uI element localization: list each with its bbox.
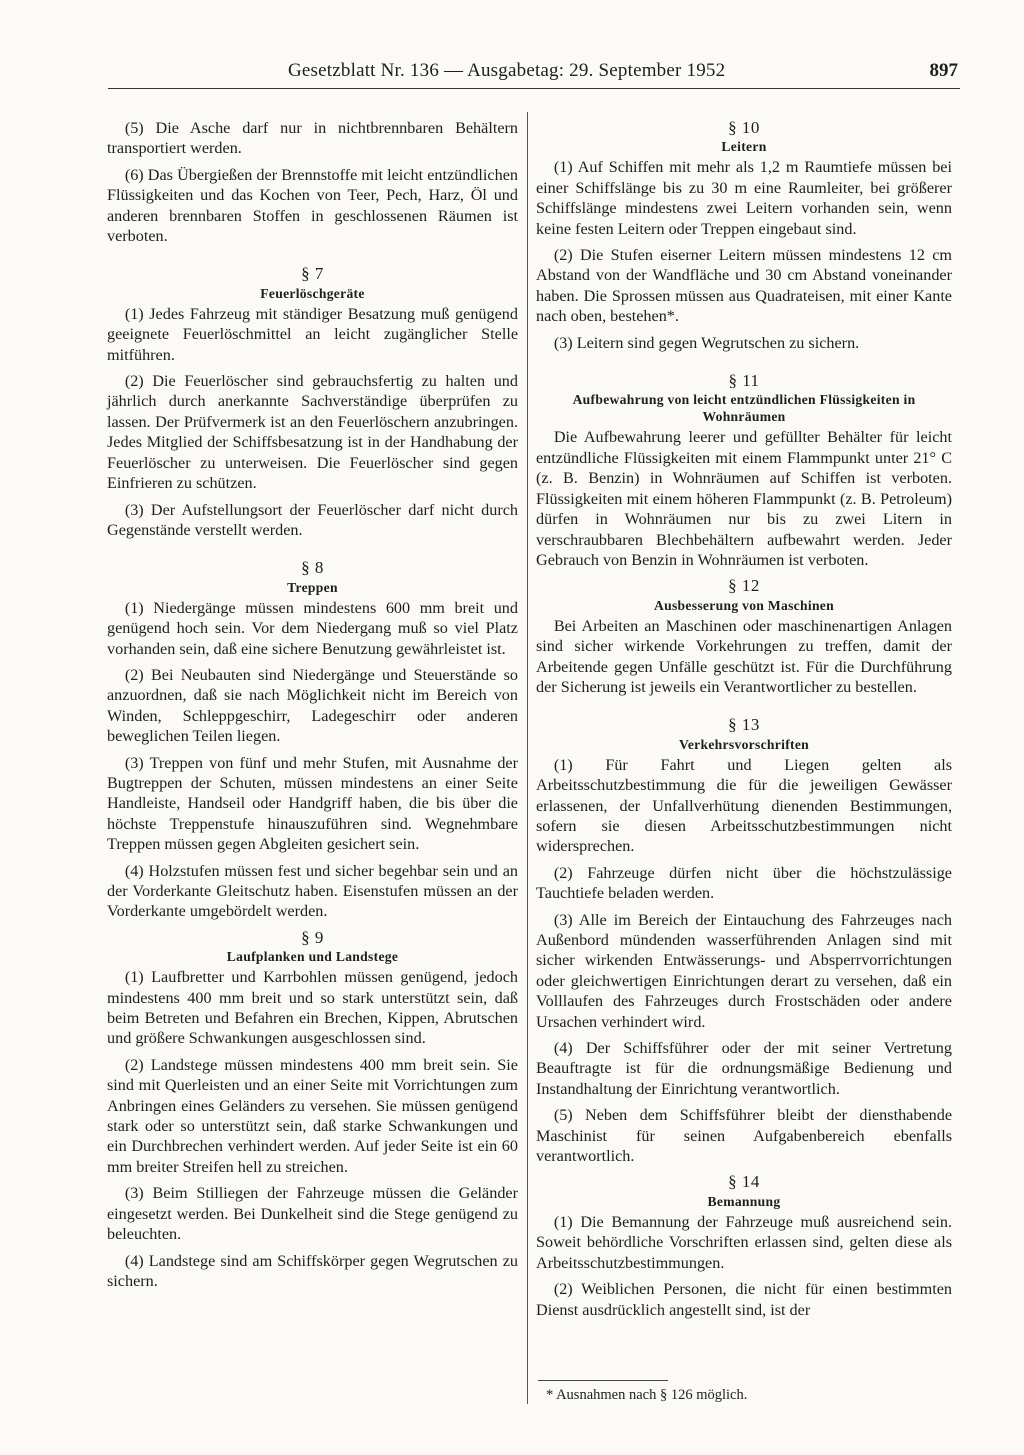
section-title: Laufplanken und Landstege: [226, 949, 399, 965]
paragraph: (4) Der Schiffsführer oder der mit seiner Vertretung Beauftragte ist für die ordnungsmäßige Bedienung und Instandhaltung der Einrichtung verantwortlich.: [536, 1039, 952, 1098]
paragraph: (2) Die Stufen eiserner Leitern müssen mindestens 12 cm Abstand von der Wandfläche und 30 cm Abstand voneinander haben. Die Sprossen müssen aus Quadrateisen, mit einer Kante nach oben, bestehen*.: [536, 246, 952, 326]
paragraph: (5) Neben dem Schiffsführer bleibt der diensthabende Maschinist für seinen Aufgabenbereich ebenfalls verantwortlich.: [536, 1106, 952, 1166]
header-title: Gesetzblatt Nr. 136 — Ausgabetag: 29. September 1952: [288, 60, 726, 81]
page-header: [108, 60, 960, 89]
section-title: Verkehrsvorschriften: [678, 736, 810, 752]
paragraph: (3) Leitern sind gegen Wegrutschen zu sichern.: [553, 333, 860, 352]
paragraph: (2) Die Feuerlöscher sind gebrauchsfertig zu halten und jährlich durch anerkannte Sachverständige überprüfen zu lassen. Der Prüfvermerk ist an den Feuerlöschern anzubringen. Jedes Mitglied der Schiffsbesatzung ist in der Handhabung der Feuerlöscher zu unterweisen. Die Feuerlöscher sind gegen Einfrieren zu schützen.: [107, 372, 518, 493]
paragraph: (1) Jedes Fahrzeug mit ständiger Besatzung muß genügend geeignete Feuerlöschmittel an leicht zugänglicher Stelle mitführen.: [107, 304, 518, 364]
section-number: § 12: [728, 576, 760, 596]
section-number: § 9: [301, 927, 324, 947]
footnote: * Ausnahmen nach § 126 möglich.: [546, 1387, 748, 1403]
paragraph: Die Aufbewahrung leerer und gefüllter Behälter für leicht entzündliche Flüssigkeiten mit einem Flammpunkt unter 21° C (z. B. Benzin) in Wohnräumen auf Schiffen ist verboten. Flüssigkeiten mit einem höheren Flammpunkt (z. B. Petroleum) dürfen in Wohnräumen nur bis zu zwei Litern in verschraubbaren Blechbehältern aufbewahrt werden. Jeder Gebrauch von Benzin in Wohnräumen ist verboten.: [536, 428, 952, 569]
paragraph: (1) Die Bemannung der Fahrzeuge muß ausreichend sein. Soweit behördliche Vorschriften erlassen sind, gelten diese als Arbeitsschutzbestimmungen.: [536, 1212, 952, 1272]
paragraph: (1) Für Fahrt und Liegen gelten als Arbeitsschutzbestimmung die für die jeweiligen Gewässer erlassenen, der Unfallverhütung dienenden Bestimmungen, sofern sie diesen Arbeitsschutzbestimmungen nicht widersprechen.: [536, 755, 952, 856]
paragraph: (5) Die Asche darf nur in nichtbrennbaren Behältern transportiert werden.: [107, 119, 518, 158]
paragraph: (3) Treppen von fünf und mehr Stufen, mit Ausnahme der Bugtreppen der Schuten, müssen mindestens an einer Seite Handleiste, Handseil oder Handgriff haben, die bis über die höchste Treppenstufe hinauszuführen sind. Wegnehmbare Treppen müssen gegen Abgleiten gesichert sein.: [107, 753, 518, 854]
column-divider: [527, 112, 528, 1404]
section-title: Leitern: [721, 139, 767, 155]
section-number: § 7: [301, 264, 324, 284]
paragraph: (1) Laufbretter und Karrbohlen müssen genügend, jedoch mindestens 400 mm breit und so stark unterstützt sein, daß beim Betreten und Befahren ein Brechen, Kippen, Abrutschen und größere Schwankungen ausgeschlossen sind.: [107, 968, 518, 1048]
paragraph: (3) Beim Stilliegen der Fahrzeuge müssen die Geländer eingesetzt werden. Bei Dunkelheit sind die Stege genügend zu beleuchten.: [107, 1184, 518, 1244]
section-title: Bemannung: [707, 1193, 781, 1209]
paragraph: (2) Fahrzeuge dürfen nicht über die höchstzulässige Tauchtiefe beladen werden.: [536, 863, 952, 903]
section-title: Treppen: [287, 579, 338, 595]
paragraph: (4) Holzstufen müssen fest und sicher begehbar sein und an der Vorderkante Gleitschutz haben. Eisenstufen müssen an der Vorderkante umgebördelt werden.: [107, 861, 518, 921]
section-number: § 11: [728, 371, 760, 391]
paragraph: (6) Das Übergießen der Brennstoffe mit leicht entzündlichen Flüssigkeiten und das Kochen von Teer, Pech, Harz, Öl und anderen brennbaren Stoffen in geschlossenen Räumen ist verboten.: [107, 165, 518, 246]
section-title: Aufbewahrung von leicht entzündlichen Flüssigkeiten in Wohnräumen: [572, 392, 916, 425]
page-number: 897: [929, 60, 958, 81]
paragraph: (3) Der Aufstellungsort der Feuerlöscher darf nicht durch Gegenstände verstellt werden.: [107, 500, 518, 539]
paragraph: Bei Arbeiten an Maschinen oder maschinenartigen Anlagen sind sicher wirkende Vorkehrungen zu treffen, damit der Arbeitende gegen Unfälle geschützt ist. Für die Durchführung der Sicherung ist jeweils ein Verantwortlicher zu bestellen.: [536, 616, 952, 696]
right-column: [536, 118, 952, 1326]
left-column: [107, 118, 518, 1297]
section-number: § 14: [728, 1172, 760, 1192]
footnote-rule: [538, 1380, 668, 1381]
section-title: Ausbesserung von Maschinen: [653, 597, 835, 613]
paragraph: (3) Alle im Bereich der Eintauchung des Fahrzeuges nach Außenbord mündenden wasserführenden Anlagen sind mit sicher wirkenden Entwässerungs- und Absperrvorrichtungen oder gleichwertigen Einrichtungen derart zu versehen, daß ein Volllaufen des Fahrzeuges durch Frostschäden oder andere Ursachen verhindert wird.: [536, 910, 952, 1031]
section-number: § 10: [728, 118, 760, 137]
paragraph: (2) Weiblichen Personen, die nicht für einen bestimmten Dienst ausdrücklich angestellt sind, ist der: [536, 1280, 952, 1319]
section-number: § 13: [728, 715, 760, 735]
paragraph: (4) Landstege sind am Schiffskörper gegen Wegrutschen zu sichern.: [107, 1251, 518, 1290]
section-title: Feuerlöschgeräte: [260, 285, 365, 301]
paragraph: (1) Niedergänge müssen mindestens 600 mm breit und genügend hoch sein. Vor dem Niedergang muß so viel Platz vorhanden sein, daß eine sichere Benutzung gewährleistet ist.: [107, 598, 518, 658]
paragraph: (1) Auf Schiffen mit mehr als 1,2 m Raumtiefe müssen bei einer Schiffslänge bis zu 30 m eine Raumleiter, bei größerer Schiffslänge mindestens zwei Leitern vorhanden sein, wenn keine festen Leitern oder Treppen eingebaut sind.: [536, 158, 952, 238]
paragraph: (2) Bei Neubauten sind Niedergänge und Steuerstände so anzuordnen, daß sie nach Möglichkeit nicht im Bereich von Winden, Schleppgeschirr, Ladegeschirr oder anderen beweglichen Teilen liegen.: [107, 665, 518, 746]
section-number: § 8: [301, 558, 324, 578]
paragraph: (2) Landstege müssen mindestens 400 mm breit sein. Sie sind mit Querleisten und an einer Seite mit Vorrichtungen zum Anbringen eines Geländers zu versehen. Sie müssen genügend stark oder so unterstützt sein, daß starke Schwankungen und ein Durchbrechen verhindert werden. Auf jeder Seite ist ein 60 mm breiter Streifen hell zu streichen.: [107, 1055, 518, 1176]
